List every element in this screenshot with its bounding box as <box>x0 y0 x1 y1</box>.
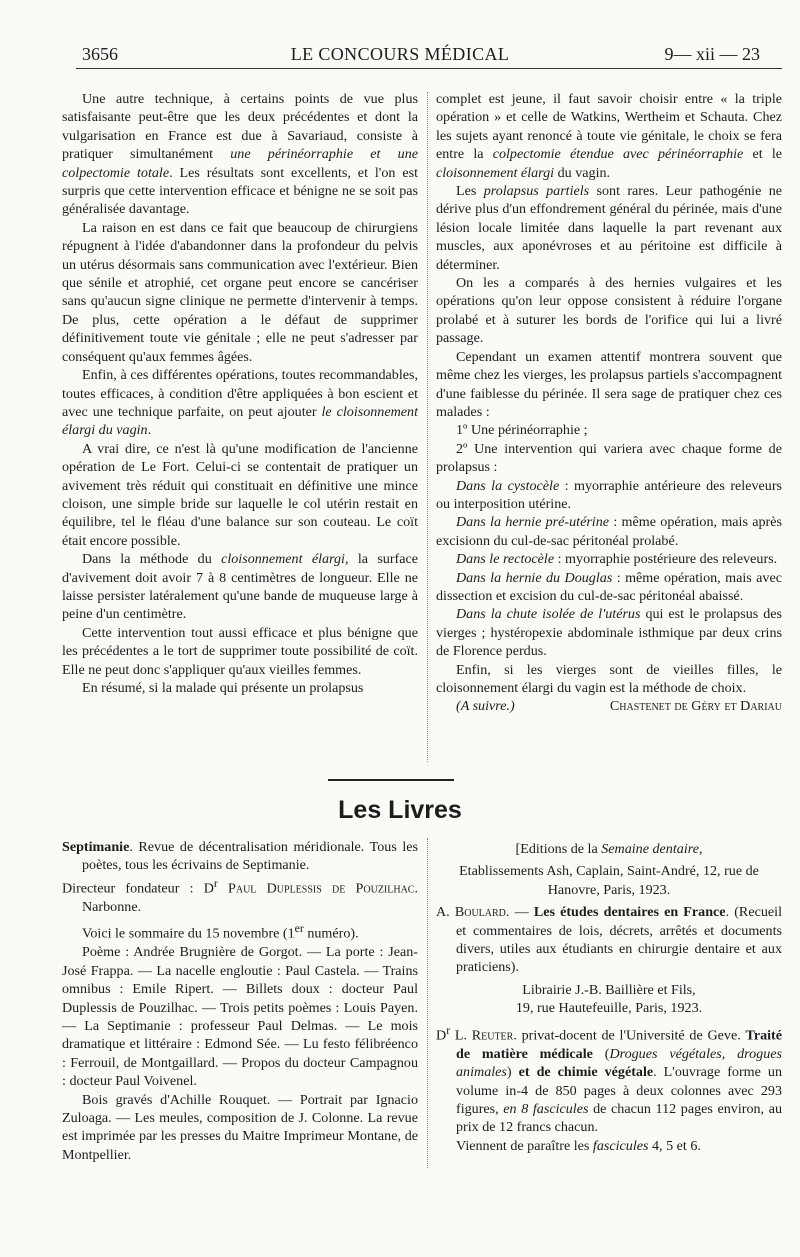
article-paragraph: Cependant un examen attentif montrera souvent que même chez les vierges, les prolapsus partiels s'accompagnent d'une faiblesse du périnée. Il sera sage de pratiquer chez ces malades : <box>436 348 782 420</box>
book-entry: $D^r$ L. Reuter. privat-docent de l'Université de Geve. Traité de matière médicale (Drogues végétales, drogues animales) et de chimie végétale. L'ouvrage forme un volume in-4 de 850 pages à deux colonnes avec 293 figures, en 8 fascicules de chacun 112 pages environ, au prix de 12 francs chacun. <box>436 1023 783 1136</box>
article-paragraph: complet est jeune, il faut savoir choisir entre « la triple opération » et celle de Watkins, Wertheim et Schauta. Chez les sujets ayant renoncé à toute vie génitale, le choix se fera entre la colpectomie étendue avec périnéorraphie et le cloisonnement élargi du vagin. <box>436 91 782 181</box>
book-paragraph: Viennent de paraître les fascicules 4, 5 et 6. <box>456 1137 701 1154</box>
article-signature <box>436 697 782 715</box>
article-paragraph: La raison en est dans ce fait que beaucoup de chirurgiens répugnent à l'idée d'abandonner dans la profondeur du pelvis un utérus désormais sans communication avec l'extérieur. Bien que sénile et atrophié, cet organe peut encore se cancériser sans qu'aucun signe clinique ne permette d'intervenir à temps. De plus, cette opération a le défaut de supprimer définitivement toute vie génitale ; elle ne peut s'adresser par conséquent qu'aux femmes âgées. <box>62 219 418 365</box>
publisher-line: [Editions de la Semaine dentaire, <box>515 841 703 857</box>
article-paragraph: En résumé, si la malade qui présente un prolapsus <box>82 680 364 696</box>
article-paragraph: A vrai dire, ce n'est là qu'une modification de l'ancienne opération de Le Fort. Celui-ci se contentait de pratiquer un avivement très réduit qui constituait en définitive une mince cloison, une simple bride sur laquelle le col utérin restait en équilibre, tel le fléau d'une balance sur son couteau. Le coït était encore possible. <box>62 440 418 549</box>
publisher-address: 19, rue Hautefeuille, Paris, 1923. <box>515 1000 703 1017</box>
book-entry: Septimanie. Revue de décentralisation méridionale. Tous les poètes, tous les écrivains de Septimanie. <box>62 839 418 874</box>
page-number: 3656 <box>82 44 118 64</box>
article-paragraph: Dans la chute isolée de l'utérus qui est le prolapsus des vierges ; hystéropexie abdominale isthmique par deux crins de Florence perdus. <box>436 606 782 660</box>
book-entry: Directeur fondateur : $D^r$ Paul Duplessis de Pouzilhac. Narbonne. <box>62 876 419 915</box>
article-paragraph: Dans la hernie du Douglas : même opération, mais avec dissection et excision du cul-de-sac péritonéal abaissé. <box>436 569 782 604</box>
article-paragraph: Enfin, si les vierges sont de vieilles filles, le cloisonnement élargi du vagin est la méthode de choix. <box>436 661 782 696</box>
publisher-line: Librairie J.-B. Baillière et Fils, <box>522 981 696 998</box>
book-paragraph: Voici le sommaire du 15 novembre (1er numéro). <box>82 922 359 942</box>
column-divider <box>427 92 428 762</box>
article-column-right <box>436 90 782 716</box>
journal-title: LE CONCOURS MÉDICAL <box>290 44 510 64</box>
article-paragraph: Enfin, à ces différentes opérations, toutes recommandables, toutes efficaces, à condition d'être appliquées à bon escient et avec une technique parfaite, on peut ajouter le cloisonnement élargi du vagin. <box>62 367 419 439</box>
article-column-left <box>62 90 418 697</box>
books-column-right <box>436 840 782 1155</box>
article-paragraph: Une autre technique, à certains points de vue plus satisfaisante peut-être que les deux précédentes et dont la vulgarisation en France est due à Savariaud, consiste à pratiquer simultanément une périnéorraphie et une colpectomie totale. Les résultats sont excellents, et l'on est surpris que cette intervention efficace et bénigne ne se soit pas généralisée davantage. <box>62 91 418 218</box>
article-paragraph: Dans la cystocèle : myorraphie antérieure des releveurs ou interposition utérine. <box>436 477 782 512</box>
article-paragraph: Dans la hernie pré-utérine : même opération, mais après excisionn du cul-de-sac péritonéal prolabé. <box>436 514 782 549</box>
book-paragraph: Poème : Andrée Brugnière de Gorgot. — La porte : Jean-José Frappa. — La nacelle engloutie : Paul Castela. — Trains omnibus : Emile Ripert. — Billets doux : docteur Paul Duplessis de Pouzilhac. — Trois petits poèmes : Louis Payen. — La Septimanie : professeur Paul Delmas. — Le mois dramatique et littéraire : Edmond Sée. — Lu festo félibréenco : Ferrouil, de Montgaillard. — Propos du docteur Campagnou : docteur Paul Voivenel. <box>62 944 418 1090</box>
article-paragraph: Dans le rectocèle : myorraphie postérieure des releveurs. <box>456 551 778 568</box>
article-paragraph: Les prolapsus partiels sont rares. Leur pathogénie ne dérive plus d'un effondrement général du périnée, mais d'une lésion locale limitée dans laquelle la part revenant aux muscles, aux aponévroses et au péritoine est difficile à déterminer. <box>436 183 782 273</box>
book-paragraph: Bois gravés d'Achille Rouquet. — Portrait par Ignacio Zuloaga. — Les meules, composition de J. Colonne. La revue est imprimée par les presses du Maitre Imprimeur Montane, de Montpellier. <box>62 1091 418 1163</box>
to-be-continued: (A suivre.) <box>456 698 515 715</box>
book-entry: A. Boulard. — Les études dentaires en France. (Recueil et commentaires de lois, décrets, arrêtés et documents divers, utiles aux étudiants en chirurgie dentaire et aux praticiens). <box>436 904 782 976</box>
article-list-item: 1º Une périnéorraphie ; <box>456 422 588 439</box>
column-divider <box>427 838 428 1168</box>
books-column-left <box>62 838 418 1164</box>
section-title: Les Livres <box>338 796 462 824</box>
header-rule <box>76 68 782 69</box>
section-rule <box>328 779 454 781</box>
article-authors: Chastenet de Géry et Dariau <box>609 698 782 715</box>
article-paragraph: On les a comparés à des hernies vulgaires et les opérations qu'on leur oppose consistent à réduire l'organe prolabé et à suturer les bords de l'orifice qui lui a livré passage. <box>436 275 782 347</box>
issue-date: 9— xii — 23 <box>664 44 760 64</box>
article-paragraph: Dans la méthode du cloisonnement élargi, la surface d'avivement doit avoir 7 à 8 centimètres de longueur. Elle ne laisse persister latéralement qu'une bande de muqueuse large à peine d'un centimètre. <box>62 551 419 623</box>
publisher-address: Etablissements Ash, Caplain, Saint-André, 12, rue de Hanovre, Paris, 1923. <box>459 863 759 898</box>
article-paragraph: Cette intervention tout aussi efficace et plus bénigne que les précédentes a le tort de supprimer toute possibilité de coït. Elle ne peut donc s'appliquer qu'aux vieilles femmes. <box>62 624 418 678</box>
article-list-item: 2º Une intervention qui variera avec chaque forme de prolapsus : <box>436 440 782 476</box>
